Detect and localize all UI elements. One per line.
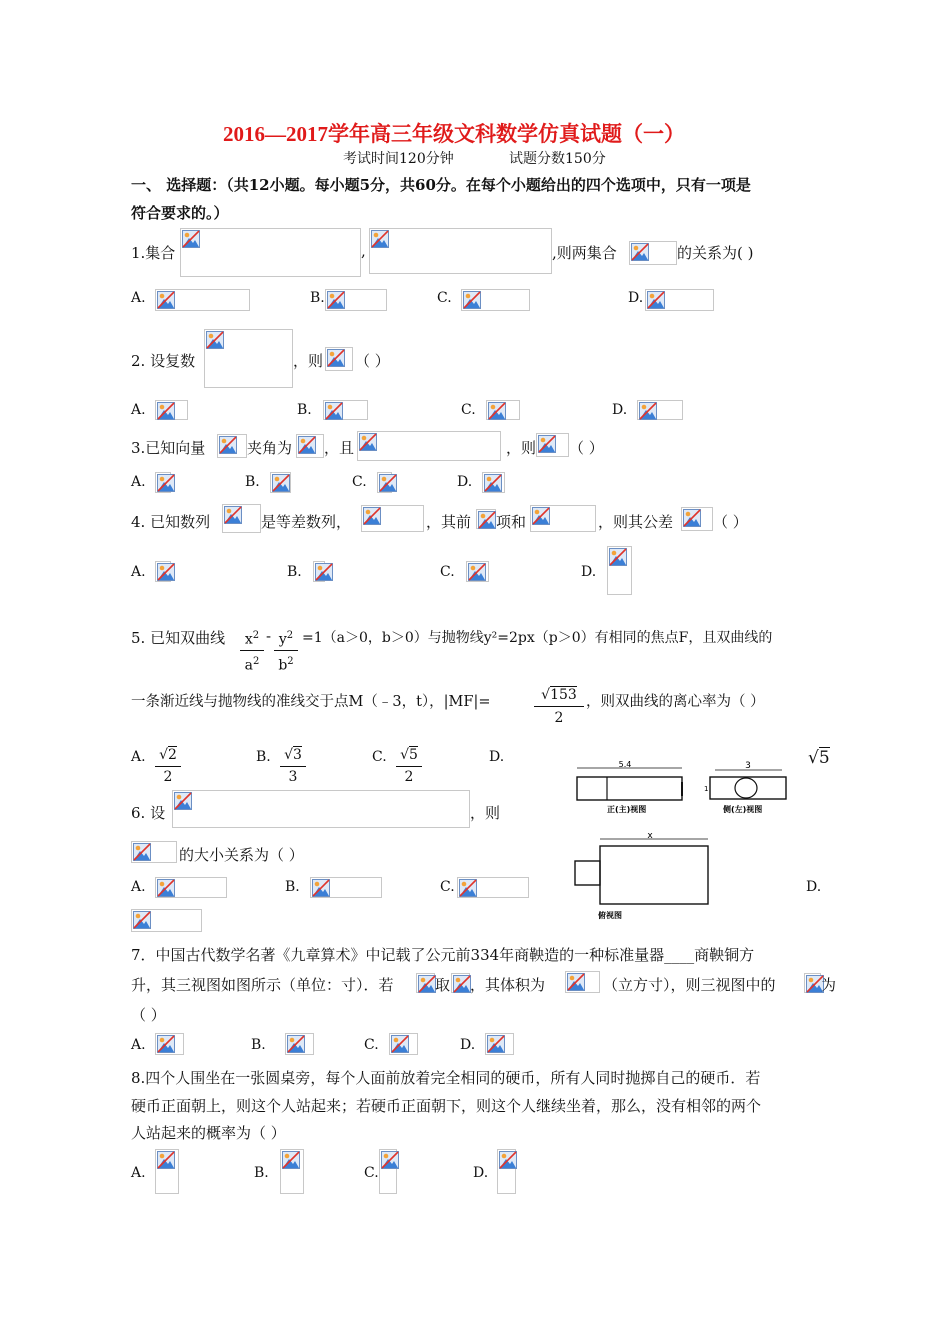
broken-image-icon [488, 402, 506, 420]
formula-image [361, 505, 424, 532]
formula-image [530, 505, 596, 532]
broken-image-icon [391, 1035, 409, 1053]
q4-suffix: （ ） [713, 513, 748, 531]
q7-option-c: C. [364, 1037, 379, 1053]
q3-option-a: A. [131, 474, 146, 490]
q2-option-b: B. [297, 402, 312, 418]
formula-image [476, 509, 496, 529]
formula-image [645, 289, 714, 311]
formula-image [155, 1149, 179, 1194]
q5-option-d: D. [489, 749, 505, 765]
formula-image [131, 841, 177, 863]
q4-prefix: 4. 已知数列 [131, 513, 211, 531]
formula-image [485, 1033, 514, 1055]
formula-image [565, 971, 600, 993]
front-view-label: 正(主)视图 [607, 805, 647, 814]
broken-image-icon [683, 509, 701, 527]
broken-image-icon [224, 506, 242, 524]
broken-image-icon [157, 1035, 175, 1053]
broken-image-icon [174, 792, 192, 810]
formula-image [131, 909, 202, 932]
exp-2: 2 [252, 655, 260, 667]
broken-image-icon [157, 402, 175, 420]
q7-line2e: 为 [821, 976, 837, 994]
formula-image [280, 1149, 304, 1194]
q7-line3: （ ） [131, 1006, 166, 1024]
formula-image [486, 400, 520, 420]
q4-text-d: ，则其公差 [598, 513, 674, 531]
hyperbola-fraction-y [274, 626, 298, 676]
option-c-num: 5 [409, 747, 418, 763]
q7-option-d: D. [460, 1037, 476, 1053]
q7-option-b: B. [251, 1037, 266, 1053]
q4-text-b: ，其前 [426, 513, 472, 531]
option-a-den: 2 [163, 769, 173, 785]
var-y: y [278, 631, 287, 648]
formula-image [155, 1033, 184, 1055]
q8-option-c: C. [364, 1165, 379, 1181]
broken-image-icon [312, 879, 330, 897]
formula-image [155, 877, 227, 898]
formula-image [377, 472, 392, 493]
broken-image-icon [381, 1151, 399, 1169]
q1-mid: ,则两集合 [552, 244, 617, 262]
formula-image [270, 472, 291, 493]
q7-line2a: 升，其三视图如图所示（单位：寸）．若 [131, 976, 394, 994]
broken-image-icon [133, 843, 151, 861]
q5-option-c: C. [372, 749, 387, 765]
broken-image-icon [219, 436, 237, 454]
q8-line2: 硬币正面朝上，则这个人站起来；若硬币正面朝下，则这个人继续坐着，那么，没有相邻的两个 [131, 1097, 762, 1115]
side-view-circle [735, 778, 757, 798]
section-heading-cont: 符合要求的。） [131, 204, 229, 222]
q6-option-c: C. [440, 879, 455, 895]
q1-suffix: 的关系为( ) [677, 244, 754, 262]
broken-image-icon [609, 548, 627, 566]
formula-image [310, 877, 382, 898]
broken-image-icon [315, 563, 333, 581]
q3-prefix: 3.已知向量 [131, 439, 206, 457]
front-view-rect [577, 777, 682, 800]
q5-line2-suffix: ，则双曲线的离心率为（ ） [586, 694, 765, 710]
broken-image-icon [327, 349, 345, 367]
formula-image [323, 400, 368, 420]
exp-2: 2 [286, 630, 294, 641]
formula-image [155, 400, 188, 420]
q2-suffix: （ ） [355, 352, 390, 370]
side-view-label: 侧(左)视图 [723, 805, 763, 814]
minus-sign: - [266, 627, 272, 645]
option-b-fraction: $\frac{√3}{3}$ [280, 744, 306, 787]
formula-image [681, 507, 713, 531]
q4-option-d: D. [581, 564, 597, 580]
broken-image-icon [282, 1151, 300, 1169]
formula-image [637, 400, 683, 420]
broken-image-icon [272, 474, 290, 492]
q2-mid: ，则 [293, 352, 324, 370]
q5-equation: =1（a＞0，b＞0）与抛物线y²=2px（p＞0）有相同的焦点F，且双曲线的 [302, 630, 773, 646]
q6-option-b: B. [285, 879, 300, 895]
q8-line3: 人站起来的概率为（ ） [131, 1124, 286, 1142]
q6-prefix: 6. 设 [131, 804, 166, 822]
top-view-handle-rect [575, 861, 600, 885]
broken-image-icon [631, 243, 649, 261]
q6-line2: 的大小关系为（ ） [179, 846, 304, 864]
q5-line2: 一条渐近线与抛物线的准线交于点M（﹣3，t），|MF|= [131, 694, 491, 710]
formula-image [457, 877, 529, 898]
formula-image [222, 504, 261, 533]
q6-option-d: D. [806, 879, 822, 895]
formula-image [482, 472, 505, 493]
option-b-den: 3 [288, 769, 298, 785]
formula-image [379, 1149, 397, 1194]
formula-image [180, 228, 361, 277]
broken-image-icon [459, 879, 477, 897]
side-view-rect [710, 777, 786, 799]
broken-image-icon [418, 975, 436, 993]
broken-image-icon [538, 435, 556, 453]
side-height-dimension: 1 [704, 785, 709, 793]
exam-time: 考试时间120分钟 [343, 151, 454, 167]
formula-image [155, 289, 250, 311]
broken-image-icon [484, 474, 502, 492]
q8-line1: 8.四个人围坐在一张圆桌旁，每个人面前放着完全相同的硬币，所有人同时抛掷自己的硬币．若 [131, 1069, 761, 1087]
option-d-sqrt: √5 [808, 748, 830, 768]
formula-image [466, 561, 489, 582]
formula-image [389, 1033, 418, 1055]
broken-image-icon [647, 291, 665, 309]
q1-option-b: B. [310, 290, 325, 306]
q7-line2c: ，其体积为 [470, 976, 546, 994]
formula-image [536, 433, 569, 457]
broken-image-icon [206, 331, 224, 349]
broken-image-icon [157, 474, 175, 492]
formula-image [155, 561, 171, 582]
q1-prefix: 1.集合 [131, 244, 176, 262]
q1-option-a: A. [131, 290, 146, 306]
var-b: b [278, 657, 288, 674]
q3-option-c: C. [352, 474, 367, 490]
formula-image [461, 289, 530, 311]
formula-image [325, 289, 387, 311]
broken-image-icon [182, 230, 200, 248]
var-a: a [244, 657, 253, 674]
broken-image-icon [379, 474, 397, 492]
broken-image-icon [478, 511, 496, 529]
formula-image [369, 228, 552, 274]
q8-option-b: B. [254, 1165, 269, 1181]
q8-option-a: A. [131, 1165, 146, 1181]
formula-image [357, 431, 501, 461]
q4-option-a: A. [131, 564, 146, 580]
q2-option-d: D. [612, 402, 628, 418]
q8-option-d: D. [473, 1165, 489, 1181]
page-title: 2016—2017学年高三年级文科数学仿真试题（一） [223, 122, 685, 146]
formula-image [325, 347, 353, 371]
broken-image-icon [157, 291, 175, 309]
q5-prefix: 5. 已知双曲线 [131, 629, 226, 647]
broken-image-icon [639, 402, 657, 420]
q3-text-a: 夹角为 [247, 439, 293, 457]
formula-image [804, 973, 821, 993]
formula-image [451, 973, 470, 993]
option-d-value: 5 [818, 748, 830, 768]
q5-option-a: A. [131, 749, 146, 765]
front-dimension: 5.4 [618, 760, 632, 769]
q2-prefix: 2. 设复数 [131, 352, 196, 370]
broken-image-icon [371, 230, 389, 248]
broken-image-icon [359, 433, 377, 451]
formula-image [296, 434, 324, 458]
q4-option-b: B. [287, 564, 302, 580]
q6-mid: ，则 [470, 804, 501, 822]
option-b-num: 3 [293, 747, 302, 763]
broken-image-icon [567, 973, 585, 991]
q3-option-d: D. [457, 474, 473, 490]
broken-image-icon [157, 879, 175, 897]
broken-image-icon [325, 402, 343, 420]
q1-comma: , [361, 242, 366, 260]
broken-image-icon [463, 291, 481, 309]
q1-option-d: D. [628, 290, 644, 306]
mf-denominator: 2 [554, 710, 564, 726]
option-a-fraction: $\frac{√2}{2}$ [155, 744, 181, 787]
broken-image-icon [499, 1151, 517, 1169]
q7-line2b: 取 [435, 976, 451, 994]
top-view-label: 俯视图 [598, 911, 622, 920]
formula-image [607, 546, 632, 595]
formula-image [204, 329, 293, 388]
broken-image-icon [363, 507, 381, 525]
option-c-den: 2 [404, 769, 414, 785]
section-heading: 一、 选择题：（共12小题。每小题5分，共60分。在每个小题给出的四个选项中，只有一项是 [131, 176, 751, 194]
broken-image-icon [133, 911, 151, 929]
broken-image-icon [157, 1151, 175, 1169]
q5-option-b: B. [256, 749, 271, 765]
q6-option-a: A. [131, 879, 146, 895]
mf-numerator: 153 [550, 687, 577, 703]
top-dimension: x [647, 831, 653, 841]
broken-image-icon [487, 1035, 505, 1053]
broken-image-icon [157, 563, 175, 581]
exp-2: 2 [287, 655, 294, 667]
formula-image [416, 973, 435, 993]
side-dimension: 3 [745, 761, 751, 771]
q4-text-c: 项和 [496, 513, 527, 531]
three-views-figure [570, 760, 810, 925]
q3-text-b: ，且 [324, 439, 355, 457]
option-a-num: 2 [168, 747, 177, 763]
broken-image-icon [468, 563, 486, 581]
q2-option-c: C. [461, 402, 476, 418]
q4-option-c: C. [440, 564, 455, 580]
broken-image-icon [298, 436, 316, 454]
q3-suffix: （ ） [569, 439, 604, 457]
broken-image-icon [532, 507, 550, 525]
q7-option-a: A. [131, 1037, 146, 1053]
mf-fraction: $\frac{√153}{2}$ [534, 684, 584, 729]
option-c-fraction: $\frac{√5}{2}$ [396, 744, 422, 787]
formula-image [285, 1033, 314, 1055]
q4-text-a: 是等差数列， [261, 513, 352, 531]
var-x: x [244, 631, 253, 648]
exp-2: 2 [252, 630, 260, 641]
broken-image-icon [453, 975, 471, 993]
formula-image [217, 434, 247, 458]
formula-image [497, 1149, 516, 1194]
formula-image [172, 790, 470, 828]
formula-image [155, 472, 171, 493]
top-view-main-rect [600, 846, 708, 904]
q1-option-c: C. [437, 290, 452, 306]
q3-option-b: B. [245, 474, 260, 490]
hyperbola-fraction-x [240, 626, 264, 676]
broken-image-icon [287, 1035, 305, 1053]
formula-image [313, 561, 325, 582]
exam-score: 试题分数150分 [509, 151, 606, 167]
q7-line2d: （立方寸），则三视图中的 [603, 976, 776, 994]
q2-option-a: A. [131, 402, 146, 418]
q3-text-c: ，则 [506, 439, 537, 457]
q7-line1: 7．中国古代数学名著《九章算术》中记载了公元前334年商鞅造的一种标准量器____商鞅铜方 [131, 946, 755, 964]
formula-image [629, 241, 677, 265]
broken-image-icon [327, 291, 345, 309]
